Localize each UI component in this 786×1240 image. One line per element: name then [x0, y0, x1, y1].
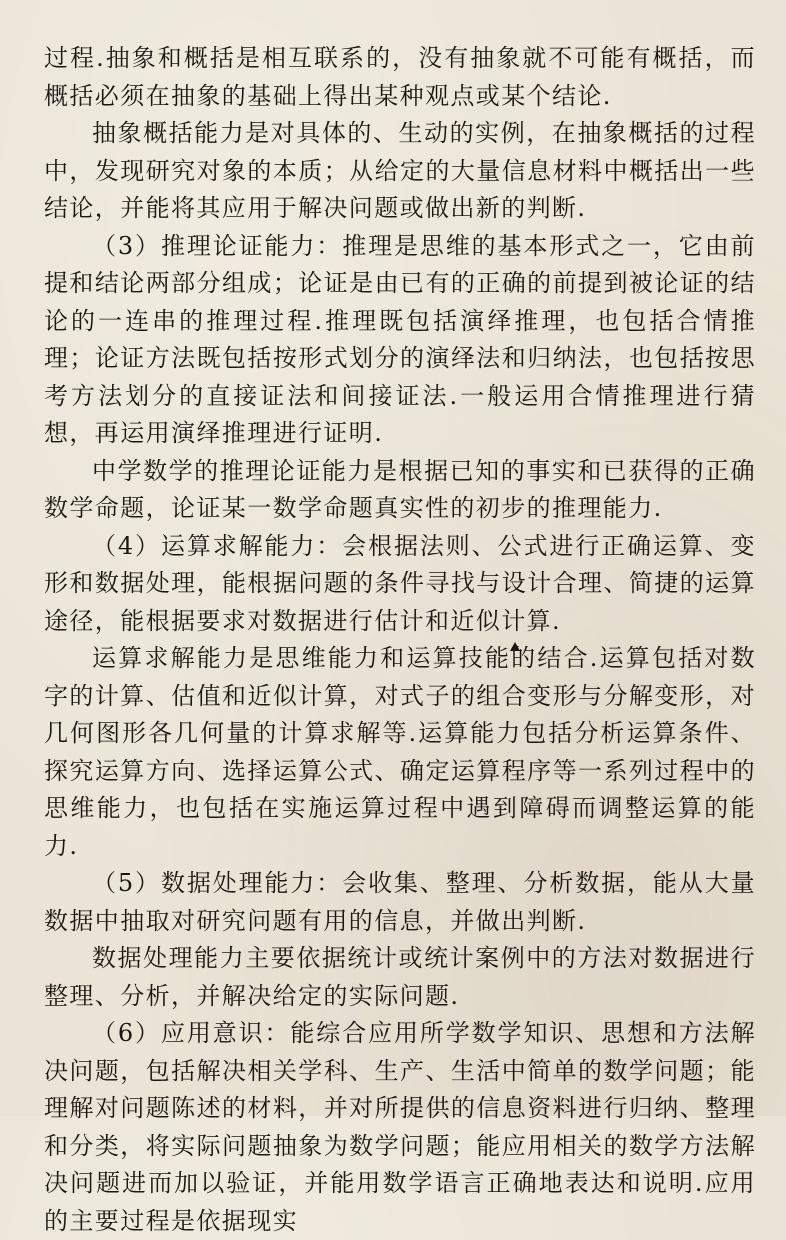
paragraph: （5）数据处理能力：会收集、整理、分析数据，能从大量数据中抽取对研究问题有用的信息，并做出判断. — [44, 869, 756, 935]
paragraph: （4）运算求解能力：会根据法则、公式进行正确运算、变形和数据处理，能根据问题的条件寻找与设计合理、简捷的运算途径，能根据要求对数据进行估计和近似计算. — [44, 531, 756, 635]
paragraph: 中学数学的推理论证能力是根据已知的事实和已获得的正确数学命题，论证某一数学命题真实性的初步的推理能力. — [44, 456, 756, 522]
paragraph: 抽象概括能力是对具体的、生动的实例，在抽象概括的过程中，发现研究对象的本质；从给定的大量信息材料中概括出一些结论，并能将其应用于解决问题或做出新的判断. — [44, 119, 756, 222]
paragraph: （3）推理论证能力：推理是思维的基本形式之一，它由前提和结论两部分组成；论证是由已有的正确的前提到被论证的结论的一连串的推理过程.推理既包括演绎推理，也包括合情推理；论证方法既包括按形式划分的演绎法和归纳法，也包括按思考方法划分的直接证法和间接证法.一般运用合情推理进行猜想，再运用演绎推理进行证明. — [44, 231, 756, 447]
paragraph: 运算求解能力是思维能力和运算技能的结合.运算包括对数字的计算、估值和近似计算，对式子的组合变形与分解变形，对几何图形各几何量的计算求解等.运算能力包括分析运算条件、探究运算方向、选择运算公式、确定运算程序等一系列过程中的思维能力，也包括在实施运算过程中遇到障碍而调整运算的能力. — [44, 644, 756, 860]
paragraph: （6）应用意识：能综合应用所学数学知识、思想和方法解决问题，包括解决相关学科、生产、生活中简单的数学问题；能理解对问题陈述的材料，并对所提供的信息资料进行归纳、整理和分类，将实际问题抽象为数学问题；能应用相关的数学方法解决问题进而加以验证，并能用数学语言正确地表达和说明.应用的主要过程是依据现实 — [44, 1019, 756, 1235]
paragraph: 过程.抽象和概括是相互联系的，没有抽象就不可能有概括，而概括必须在抽象的基础上得出某种观点或某个结论. — [44, 44, 756, 110]
body-text — [44, 40, 756, 1240]
paragraph: 数据处理能力主要依据统计或统计案例中的方法对数据进行整理、分析，并解决给定的实际问题. — [44, 944, 756, 1010]
mouse-cursor-icon — [510, 642, 520, 651]
